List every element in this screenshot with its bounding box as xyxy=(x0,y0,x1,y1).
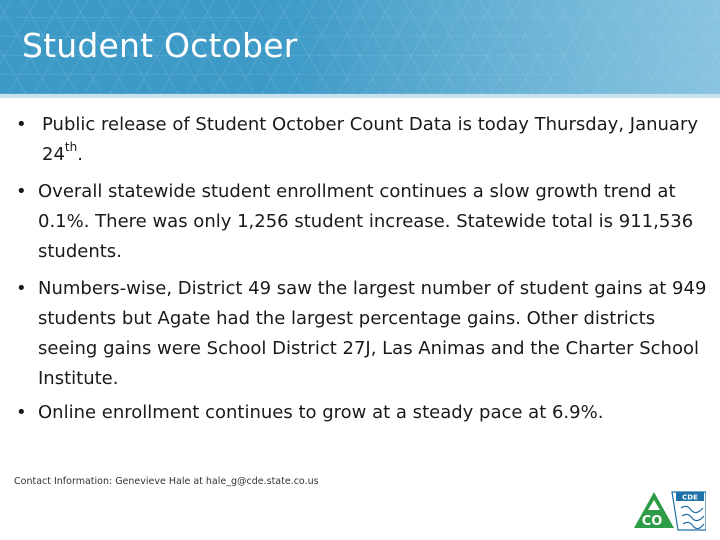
bullet-marker: • xyxy=(16,402,27,423)
bullet-marker: • xyxy=(16,181,27,202)
bullet-item xyxy=(16,398,712,428)
bullet-text: Numbers-wise, District 49 saw the largest number of student gains at 949 students but Agate had the largest percentage gains. Other districts seeing gains were School District 27J, Las Animas and the Charter School Institute. xyxy=(38,278,707,389)
title-divider xyxy=(0,94,720,98)
contact-information: Contact Information: Genevieve Hale at hale_g@cde.state.co.us xyxy=(14,476,319,487)
title-bar xyxy=(0,0,720,94)
slide-title: Student October xyxy=(22,26,298,65)
bullet-text: Online enrollment continues to grow at a steady pace at 6.9%. xyxy=(38,402,604,423)
logo-main-text: CO xyxy=(641,514,663,529)
cde-colorado-logo xyxy=(634,490,706,534)
bullet-marker: • xyxy=(16,114,27,135)
bullet-item xyxy=(16,274,712,394)
logo-top-text: CDE xyxy=(682,493,698,502)
bullet-item xyxy=(16,110,712,170)
ordinal-superscript: th xyxy=(64,140,78,154)
bullet-item xyxy=(16,177,712,267)
bullet-marker: • xyxy=(16,278,27,299)
bullet-text: Overall statewide student enrollment continues a slow growth trend at 0.1%. There was only 1,256 student increase. Statewide total is 911,536 students. xyxy=(38,181,694,262)
bullet-text: Public release of Student October Count Data is today Thursday, January 24th. xyxy=(42,114,699,165)
title-bar-highlight xyxy=(300,0,720,94)
